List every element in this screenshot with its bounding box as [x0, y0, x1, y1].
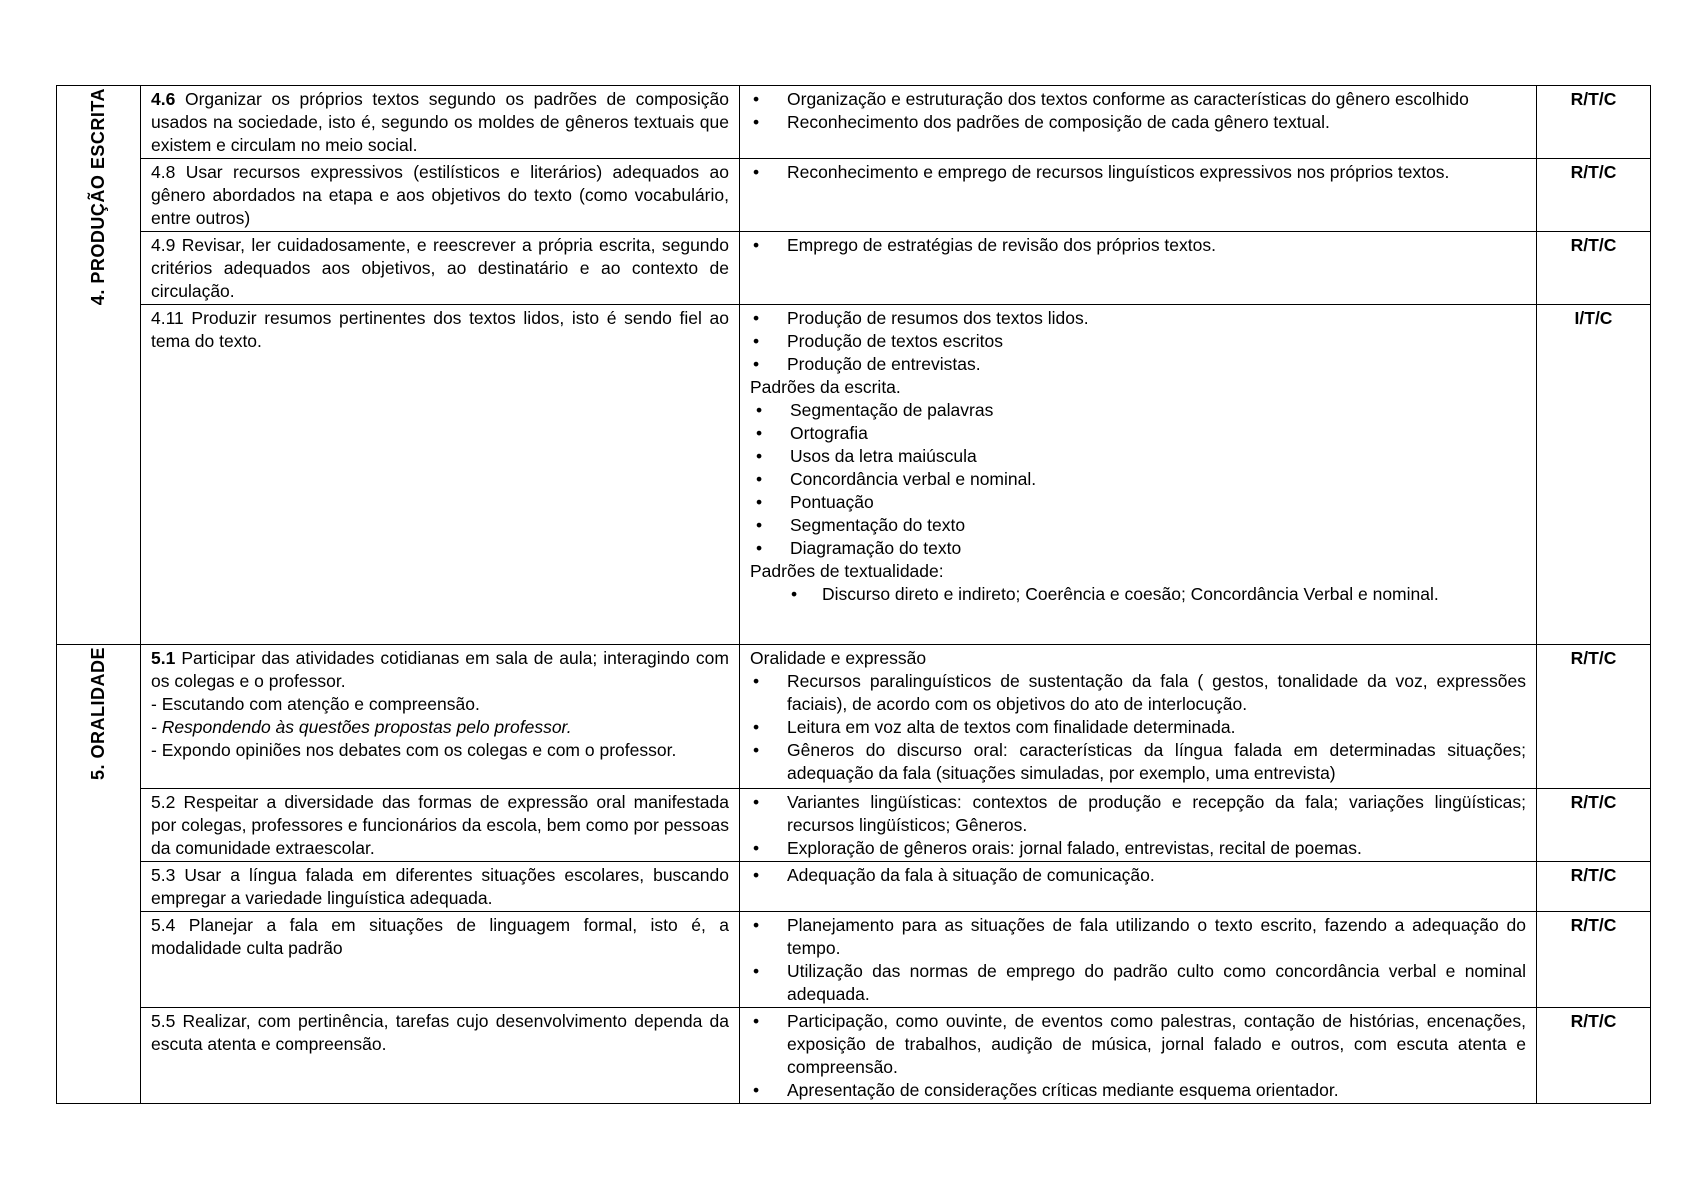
objective-text: Participar das atividades cotidianas em sala de aula; interagindo com os colegas e o professor.	[151, 648, 729, 691]
objective-text: 5.2 Respeitar a diversidade das formas de expressão oral manifestada por colegas, professores e funcionários da escola, bem como por pessoas da comunidade extraescolar.	[151, 792, 729, 858]
content-cell	[740, 645, 1537, 789]
assessment-code: R/T/C	[1537, 912, 1651, 1008]
assessment-code: R/T/C	[1537, 232, 1651, 305]
list-item: • Apresentação de considerações críticas mediante esquema orientador.	[750, 1079, 1526, 1102]
content-heading: Oralidade e expressão	[750, 648, 927, 668]
objective-cell	[141, 86, 740, 159]
list-item: • Organização e estruturação dos textos conforme as características do gênero escolhido	[750, 88, 1526, 111]
table-row	[57, 789, 1651, 862]
table-row	[57, 86, 1651, 159]
table-row	[57, 912, 1651, 1008]
list-item: • Participação, como ouvinte, de eventos como palestras, contação de histórias, encenações, exposição de trabalhos, audição de música, jornal falado e outros, com escuta atenta e compreensão.	[750, 1010, 1526, 1079]
list-item: • Concordância verbal e nominal.	[750, 468, 1526, 491]
list-item: • Diagramação do texto	[750, 537, 1526, 560]
list-item: • Exploração de gêneros orais: jornal falado, entrevistas, recital de poemas.	[750, 837, 1526, 860]
list-item: • Pontuação	[750, 491, 1526, 514]
list-item: • Planejamento para as situações de fala utilizando o texto escrito, fazendo a adequação do tempo.	[750, 914, 1526, 960]
assessment-code: R/T/C	[1537, 789, 1651, 862]
table-row	[57, 862, 1651, 912]
content-cell	[740, 86, 1537, 159]
assessment-code: R/T/C	[1537, 1008, 1651, 1104]
section-oralidade	[57, 645, 141, 1104]
objective-cell	[141, 1008, 740, 1104]
list-item: • Segmentação do texto	[750, 514, 1526, 537]
list-item: • Reconhecimento e emprego de recursos linguísticos expressivos nos próprios textos.	[750, 161, 1526, 184]
list-item: • Recursos paralinguísticos de sustentação da fala ( gestos, tonalidade da voz, expressões faciais), de acordo com os objetivos do ato de interlocução.	[750, 670, 1526, 716]
list-item: • Ortografia	[750, 422, 1526, 445]
list-item: • Reconhecimento dos padrões de composição de cada gênero textual.	[750, 111, 1526, 134]
list-item: • Adequação da fala à situação de comunicação.	[750, 864, 1526, 887]
list-item: • Leitura em voz alta de textos com finalidade determinada.	[750, 716, 1526, 739]
content-cell	[740, 912, 1537, 1008]
objective-cell	[141, 305, 740, 645]
objective-number: 5.1	[151, 648, 176, 668]
list-item: • Segmentação de palavras	[750, 399, 1526, 422]
objective-text: 5.4 Planejar a fala em situações de linguagem formal, isto é, a modalidade culta padrão	[151, 915, 729, 958]
content-heading: Padrões da escrita.	[750, 377, 901, 397]
objective-cell	[141, 232, 740, 305]
content-cell	[740, 305, 1537, 645]
content-cell	[740, 1008, 1537, 1104]
table-row	[57, 1008, 1651, 1104]
section-producao-escrita	[57, 86, 141, 645]
list-item: • Discurso direto e indireto; Coerência e coesão; Concordância Verbal e nominal.	[788, 583, 1526, 606]
objective-line: - Escutando com atenção e compreensão.	[151, 694, 480, 714]
objective-cell	[141, 789, 740, 862]
table-row	[57, 232, 1651, 305]
section-label: 4. PRODUÇÃO ESCRITA	[88, 88, 108, 306]
objective-line: - Respondendo às questões propostas pelo professor.	[151, 717, 572, 737]
curriculum-table	[56, 85, 1651, 1104]
content-cell	[740, 862, 1537, 912]
content-cell	[740, 232, 1537, 305]
list-item: • Produção de resumos dos textos lidos.	[750, 307, 1526, 330]
objective-cell	[141, 645, 740, 789]
objective-text: 4.8 Usar recursos expressivos (estilísticos e literários) adequados ao gênero abordados na etapa e aos objetivos do texto (como vocabulário, entre outros)	[151, 162, 729, 228]
list-item: • Emprego de estratégias de revisão dos próprios textos.	[750, 234, 1526, 257]
section-label: 5. ORALIDADE	[88, 647, 108, 781]
assessment-code: R/T/C	[1537, 159, 1651, 232]
objective-cell	[141, 912, 740, 1008]
list-item: • Produção de textos escritos	[750, 330, 1526, 353]
table-row	[57, 645, 1651, 789]
list-item: • Gêneros do discurso oral: características da língua falada em determinadas situações; adequação da fala (situações simuladas, por exemplo, uma entrevista)	[750, 739, 1526, 785]
assessment-code: R/T/C	[1537, 86, 1651, 159]
table-row	[57, 159, 1651, 232]
assessment-code: I/T/C	[1537, 305, 1651, 645]
content-cell	[740, 789, 1537, 862]
objective-text: 5.3 Usar a língua falada em diferentes situações escolares, buscando empregar a variedade linguística adequada.	[151, 865, 729, 908]
objective-text: 4.11 Produzir resumos pertinentes dos textos lidos, isto é sendo fiel ao tema do texto.	[151, 308, 729, 351]
assessment-code: R/T/C	[1537, 862, 1651, 912]
objective-line: - Expondo opiniões nos debates com os colegas e com o professor.	[151, 740, 677, 760]
objective-cell	[141, 862, 740, 912]
list-item: • Utilização das normas de emprego do padrão culto como concordância verbal e nominal adequada.	[750, 960, 1526, 1006]
list-item: • Produção de entrevistas.	[750, 353, 1526, 376]
content-heading: Padrões de textualidade:	[750, 561, 944, 581]
table-row	[57, 305, 1651, 645]
list-item: • Usos da letra maiúscula	[750, 445, 1526, 468]
objective-cell	[141, 159, 740, 232]
objective-text: 5.5 Realizar, com pertinência, tarefas cujo desenvolvimento dependa da escuta atenta e compreensão.	[151, 1011, 729, 1054]
objective-text: Organizar os próprios textos segundo os padrões de composição usados na sociedade, isto é, segundo os moldes de gêneros textuais que existem e circulam no meio social.	[151, 89, 729, 155]
objective-number: 4.6	[151, 89, 176, 109]
assessment-code: R/T/C	[1537, 645, 1651, 789]
list-item: • Variantes lingüísticas: contextos de produção e recepção da fala; variações lingüísticas; recursos lingüísticos; Gêneros.	[750, 791, 1526, 837]
objective-text: 4.9 Revisar, ler cuidadosamente, e reescrever a própria escrita, segundo critérios adequados aos objetivos, ao destinatário e ao contexto de circulação.	[151, 235, 729, 301]
content-cell	[740, 159, 1537, 232]
